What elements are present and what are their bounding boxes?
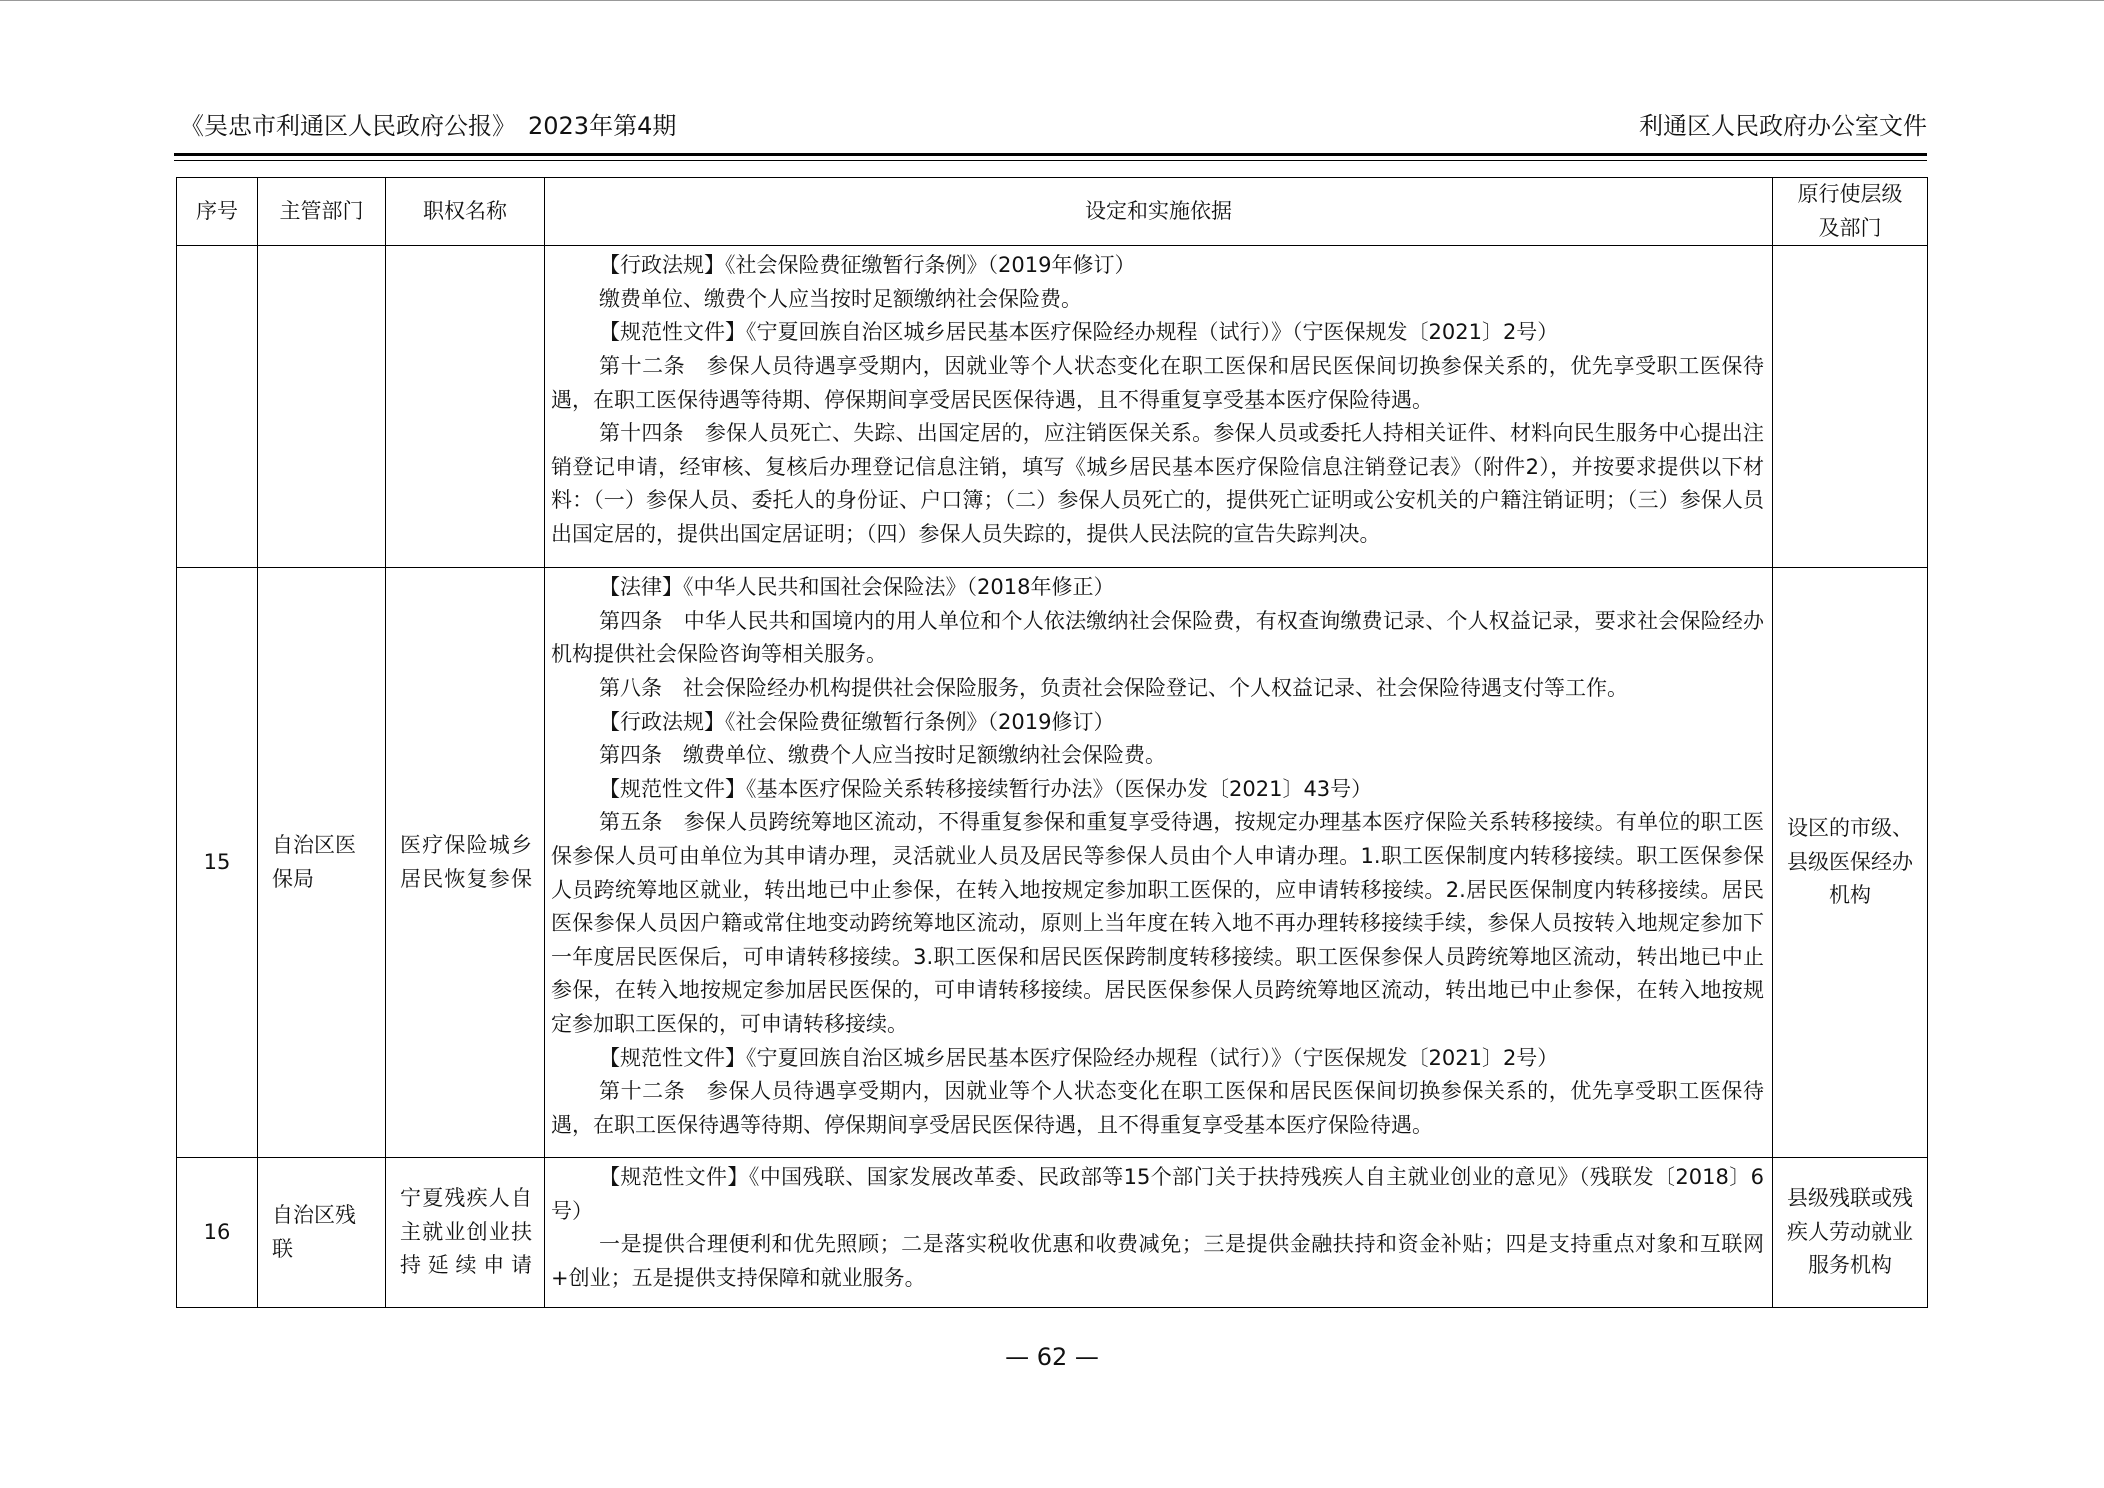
- row-level: 设区的市级、县级医保经办机构: [1773, 568, 1928, 1158]
- basis-paragraph: 第四条 中华人民共和国境内的用人单位和个人依法缴纳社会保险费，有权查询缴费记录、个人权益记录，要求社会保险经办机构提供社会保险咨询等相关服务。: [551, 608, 1764, 667]
- basis-paragraph: 一是提供合理便利和优先照顾；二是落实税收优惠和收费减免；三是提供金融扶持和资金补贴；四是支持重点对象和互联网+创业；五是提供支持保障和就业服务。: [551, 1232, 1764, 1290]
- row-basis: [545, 1158, 1773, 1308]
- row-number: [177, 246, 258, 568]
- basis-paragraph: 缴费单位、缴费个人应当按时足额缴纳社会保险费。: [599, 286, 1082, 311]
- basis-paragraph: 第四条 缴费单位、缴费个人应当按时足额缴纳社会保险费。: [599, 743, 1166, 768]
- basis-paragraph: 【行政法规】《社会保险费征缴暂行条例》（2019修订）: [599, 709, 1115, 734]
- table-row: [177, 568, 1928, 1158]
- basis-paragraph: 第八条 社会保险经办机构提供社会保险服务，负责社会保险登记、个人权益记录、社会保险待遇支付等工作。: [599, 675, 1628, 700]
- basis-paragraph: 第五条 参保人员跨统筹地区流动，不得重复参保和重复享受待遇，按规定办理基本医疗保险关系转移接续。有单位的职工医保参保人员可由单位为其申请办理，灵活就业人员及居民等参保人员由个人申请办理。1.职工医保制度内转移接续。职工医保参保人员跨统筹地区就业，转出地已中止参保，在转入地按规定参加职工医保的，应申请转移接续。2.居民医保制度内转移接续。居民医保参保人员因户籍或常住地变动跨统筹地区流动，原则上当年度在转入地不再办理转移接续手续，参保人员按转入地规定参加下一年度居民医保后，可申请转移接续。3.职工医保和居民医保跨制度转移接续。职工医保参保人员跨统筹地区流动，转出地已中止参保，在转入地按规定参加居民医保的，可申请转移接续。居民医保参保人员跨统筹地区流动，转出地已中止参保，在转入地按规定参加职工医保的，可申请转移接续。: [551, 810, 1764, 1036]
- column-header-level-text: 原行使层级及部门: [1797, 182, 1903, 240]
- table-row: [177, 1158, 1928, 1308]
- column-header-name: 职权名称: [386, 178, 545, 246]
- basis-paragraph: 【规范性文件】《宁夏回族自治区城乡居民基本医疗保险经办规程（试行）》（宁医保规发〔2021〕2号）: [599, 1045, 1559, 1070]
- row-basis: [545, 246, 1773, 568]
- row-level: [1773, 246, 1928, 568]
- column-header-dept: 主管部门: [258, 178, 386, 246]
- column-header-level: [1773, 178, 1928, 246]
- page-top-border: [0, 0, 2104, 1]
- authority-table: [176, 177, 1928, 1308]
- header-rule-thin: [174, 160, 1927, 161]
- basis-paragraph: 第十二条 参保人员待遇享受期内，因就业等个人状态变化在职工医保和居民医保间切换参保关系的，优先享受职工医保待遇，在职工医保待遇等待期、停保期间享受居民医保待遇，且不得重复享受基本医疗保险待遇。: [551, 353, 1764, 412]
- header-rule-thick: [174, 153, 1927, 156]
- row-dept: 自治区残联: [258, 1158, 386, 1308]
- basis-paragraph: 【行政法规】《社会保险费征缴暂行条例》（2019年修订）: [599, 253, 1136, 278]
- row-authority-name: 医疗保险城乡居民恢复参保: [386, 568, 545, 1158]
- row-level: 县级残联或残疾人劳动就业服务机构: [1773, 1158, 1928, 1308]
- basis-paragraph: 第十四条 参保人员死亡、失踪、出国定居的，应注销医保关系。参保人员或委托人持相关证件、材料向民生服务中心提出注销登记申请，经审核、复核后办理登记信息注销，填写《城乡居民基本医疗保险信息注销登记表》（附件2），并按要求提供以下材料：（一）参保人员、委托人的身份证、户口簿；（二）参保人员死亡的，提供死亡证明或公安机关的户籍注销证明；（三）参保人员出国定居的，提供出国定居证明；（四）参保人员失踪的，提供人民法院的宣告失踪判决。: [551, 421, 1764, 546]
- column-header-basis: 设定和实施依据: [545, 178, 1773, 246]
- row-authority-name: [386, 246, 545, 568]
- basis-paragraph: 第十二条 参保人员待遇享受期内，因就业等个人状态变化在职工医保和居民医保间切换参保关系的，优先享受职工医保待遇，在职工医保待遇等待期、停保期间享受居民医保待遇，且不得重复享受基本医疗保险待遇。: [551, 1079, 1764, 1137]
- row-authority-name: 宁夏残疾人自主就业创业扶持延续申请: [386, 1158, 545, 1308]
- basis-paragraph: 【法律】《中华人民共和国社会保险法》（2018年修正）: [599, 575, 1115, 600]
- row-number: 15: [177, 568, 258, 1158]
- table-row: [177, 246, 1928, 568]
- page-number: — 62 —: [1005, 1343, 1099, 1371]
- row-dept: 自治区医保局: [258, 568, 386, 1158]
- row-dept: [258, 246, 386, 568]
- table-header-row: [177, 178, 1928, 246]
- basis-paragraph: 【规范性文件】《基本医疗保险关系转移接续暂行办法》（医保办发〔2021〕43号）: [599, 776, 1373, 801]
- row-basis: [545, 568, 1773, 1158]
- row-number: 16: [177, 1158, 258, 1308]
- column-header-no: 序号: [177, 178, 258, 246]
- gazette-title: 《吴忠市利通区人民政府公报》 2023年第4期: [180, 112, 677, 140]
- basis-paragraph: 【规范性文件】《中国残联、国家发展改革委、民政部等15个部门关于扶持残疾人自主就业创业的意见》（残联发〔2018〕6号）: [551, 1165, 1764, 1223]
- issuing-office: 利通区人民政府办公室文件: [1639, 112, 1927, 140]
- basis-paragraph: 【规范性文件】《宁夏回族自治区城乡居民基本医疗保险经办规程（试行）》（宁医保规发〔2021〕2号）: [599, 320, 1559, 345]
